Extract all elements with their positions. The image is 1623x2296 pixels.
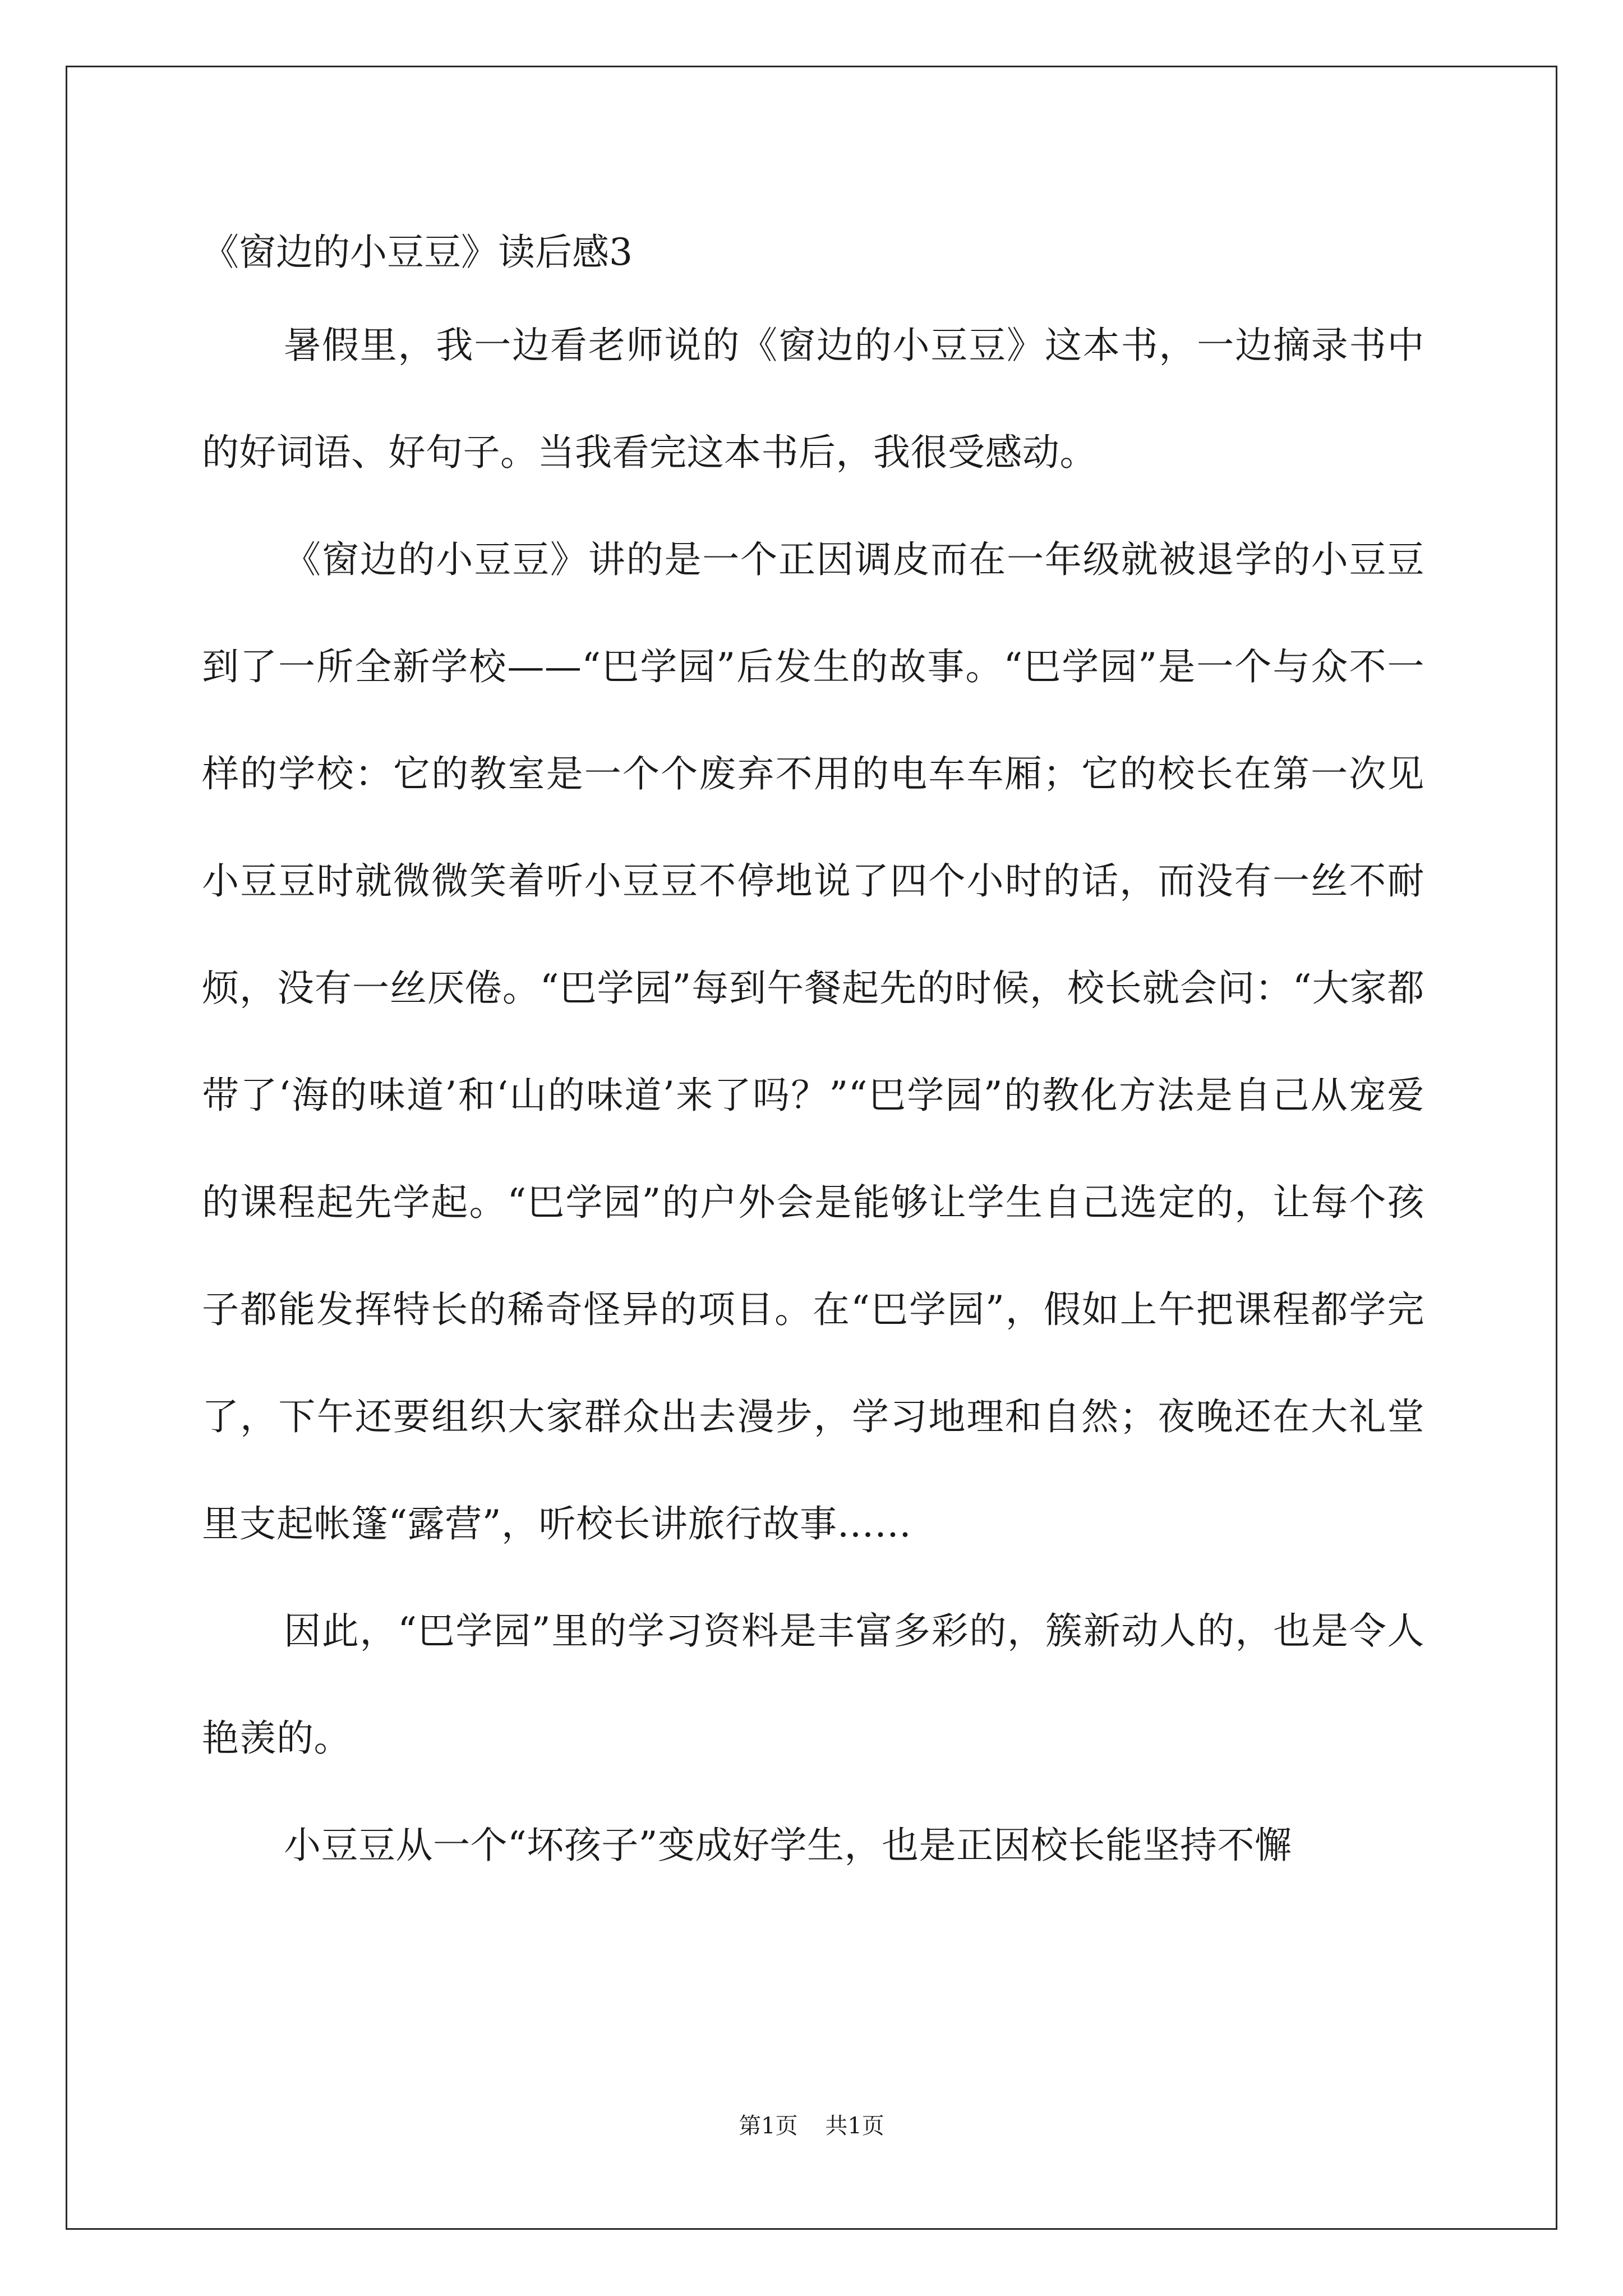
page-number: 第1页 <box>739 2113 798 2139</box>
page-total: 共1页 <box>825 2113 884 2139</box>
document-body <box>202 213 1424 1899</box>
paragraph-2: 《窗边的小豆豆》讲的是一个正因调皮而在一年级就被退学的小豆豆到了一所全新学校——“巴学园”后发生的故事。“巴学园”是一个与众不一样的学校：它的教室是一个个废弃不用的电车车厢；它的校长在第一次见小豆豆时就微微笑着听小豆豆不停地说了四个小时的话，而没有一丝不耐烦，没有一丝厌倦。“巴学园”每到午餐起先的时候，校长就会问：“大家都带了‘海的味道’和‘山的味道’来了吗？”“巴学园”的教化方法是自己从宠爱的课程起先学起。“巴学园”的户外会是能够让学生自己选定的，让每个孩子都能发挥特长的稀奇怪异的项目。在“巴学园”，假如上午把课程都学完了，下午还要组织大家群众出去漫步，学习地理和自然；夜晚还在大礼堂里支起帐篷“露营”，听校长讲旅行故事…… <box>202 538 1424 1545</box>
paragraph-1: 暑假里，我一边看老师说的《窗边的小豆豆》这本书，一边摘录书中的好词语、好句子。当我看完这本书后，我很受感动。 <box>202 324 1424 474</box>
paragraph-4: 小豆豆从一个“坏孩子”变成好学生，也是正因校长能坚持不懈 <box>284 1824 1292 1867</box>
page-footer <box>0 2109 1623 2143</box>
paragraph-3: 因此，“巴学园”里的学习资料是丰富多彩的，簇新动人的，也是令人艳羡的。 <box>202 1609 1424 1760</box>
document-title: 《窗边的小豆豆》读后感3 <box>202 231 633 274</box>
